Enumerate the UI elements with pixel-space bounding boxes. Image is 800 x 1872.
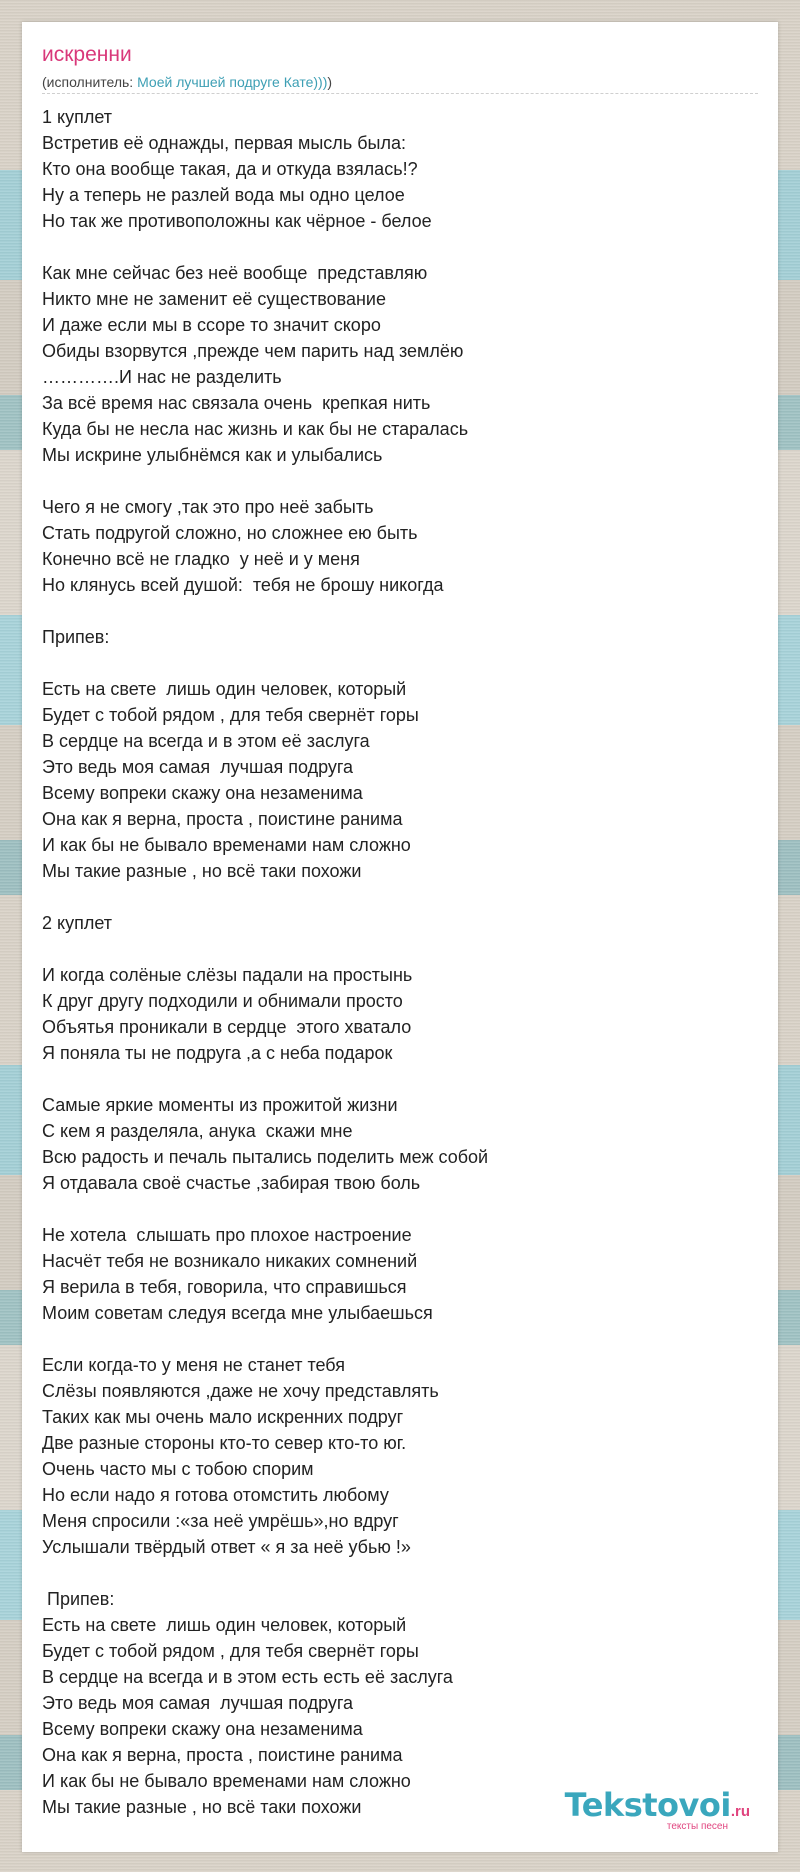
lyric-line: Всему вопреки скажу она незаменима	[42, 783, 363, 803]
lyric-line: Очень часто мы с тобою спорим	[42, 1459, 314, 1479]
lyric-line: Но клянусь всей душой: тебя не брошу никогда	[42, 575, 444, 595]
artist-line	[42, 73, 682, 91]
lyric-line: Ну а теперь не разлей вода мы одно целое	[42, 185, 405, 205]
lyric-line: Но если надо я готова отомстить любому	[42, 1485, 389, 1505]
lyric-line: Всю радость и печаль пытались поделить меж собой	[42, 1147, 489, 1167]
lyric-line	[42, 234, 758, 260]
lyric-line: Слёзы появляются ,даже не хочу представлять	[42, 1381, 439, 1401]
lyric-line: Я верила в тебя, говорила, что справишься	[42, 1277, 407, 1297]
lyric-line: Никто мне не заменит её существование	[42, 289, 386, 309]
lyric-line: Я поняла ты не подруга ,а с неба подарок	[42, 1043, 393, 1063]
lyric-line	[42, 650, 758, 676]
logo-tld: .ru	[730, 1803, 750, 1820]
lyric-line: В сердце на всегда и в этом есть есть её заслуга	[42, 1667, 453, 1687]
lyric-line: Две разные стороны кто-то север кто-то юг.	[42, 1433, 407, 1453]
lyric-line: Стать подругой сложно, но сложнее ею быть	[42, 523, 418, 543]
lyric-line: И как бы не бывало временами нам сложно	[42, 1771, 411, 1791]
lyric-line	[42, 1196, 758, 1222]
lyric-line: Это ведь моя самая лучшая подруга	[42, 757, 354, 777]
lyric-line: Встретив её однажды, первая мысль была:	[42, 133, 406, 153]
lyric-line: Таких как мы очень мало искренних подруг	[42, 1407, 404, 1427]
lyric-line	[42, 936, 758, 962]
lyric-line: Кто она вообще такая, да и откуда взялась!?	[42, 159, 418, 179]
lyric-line: Меня спросили :«за неё умрёшь»,но вдруг	[42, 1511, 399, 1531]
header-divider	[42, 93, 758, 94]
lyric-line: За всё время нас связала очень крепкая нить	[42, 393, 431, 413]
lyric-line: И даже если мы в ссоре то значит скоро	[42, 315, 381, 335]
lyric-line	[42, 1560, 758, 1586]
lyric-line: Есть на свете лишь один человек, который	[42, 1615, 407, 1635]
lyric-line: Мы такие разные , но всё таки похожи	[42, 861, 362, 881]
logo-tagline: тексты песен	[666, 1821, 728, 1832]
artist-link[interactable]: Моей лучшей подруге Кате)))	[137, 74, 328, 90]
lyric-line	[42, 598, 758, 624]
lyric-line: Как мне сейчас без неё вообще представляю	[42, 263, 428, 283]
lyric-line: Мы такие разные , но всё таки похожи	[42, 1797, 362, 1817]
lyric-line: Будет с тобой рядом , для тебя свернёт горы	[42, 705, 419, 725]
site-logo[interactable]	[564, 1786, 750, 1832]
lyric-line: С кем я разделяла, анука скажи мне	[42, 1121, 353, 1141]
lyric-line: Не хотела слышать про плохое настроение	[42, 1225, 412, 1245]
lyric-line: Припев:	[42, 627, 110, 647]
lyric-line: Моим советам следуя всегда мне улыбаешься	[42, 1303, 433, 1323]
lyric-line: Куда бы не несла нас жизнь и как бы не старалась	[42, 419, 469, 439]
lyric-line: Она как я верна, проста , поистине ранима	[42, 1745, 403, 1765]
lyric-line	[42, 1066, 758, 1092]
lyric-line: Насчёт тебя не возникало никаких сомнений	[42, 1251, 418, 1271]
lyric-line: Самые яркие моменты из прожитой жизни	[42, 1095, 398, 1115]
lyric-line	[42, 884, 758, 910]
lyric-line	[42, 468, 758, 494]
lyric-line	[42, 1326, 758, 1352]
lyric-line: Я отдавала своё счастье ,забирая твою боль	[42, 1173, 421, 1193]
lyric-line: И как бы не бывало временами нам сложно	[42, 835, 411, 855]
lyric-line: Мы искрине улыбнёмся как и улыбались	[42, 445, 383, 465]
lyric-line: Услышали твёрдый ответ « я за неё убью !»	[42, 1537, 411, 1557]
logo-name: Tekstovoi	[564, 1786, 731, 1824]
lyric-line: 1 куплет	[42, 107, 112, 127]
lyric-line: И когда солёные слёзы падали на простынь	[42, 965, 413, 985]
lyric-line: Конечно всё не гладко у неё и у меня	[42, 549, 360, 569]
artist-suffix: )	[327, 74, 333, 90]
lyrics-card	[22, 22, 778, 1852]
lyric-line: Но так же противоположны как чёрное - белое	[42, 211, 432, 231]
lyric-line: Чего я не смогу ,так это про неё забыть	[42, 497, 374, 517]
lyric-line: Припев:	[42, 1589, 115, 1609]
lyric-line: 2 куплет	[42, 913, 112, 933]
lyric-line: Это ведь моя самая лучшая подруга	[42, 1693, 354, 1713]
lyric-line: Она как я верна, проста , поистине ранима	[42, 809, 403, 829]
lyric-line: В сердце на всегда и в этом её заслуга	[42, 731, 370, 751]
artist-prefix: (исполнитель:	[42, 74, 138, 90]
lyric-line: К друг другу подходили и обнимали просто	[42, 991, 403, 1011]
song-title: искренни	[42, 43, 132, 66]
lyric-line: Объятья проникали в сердце этого хватало	[42, 1017, 412, 1037]
lyric-line: Если когда-то у меня не станет тебя	[42, 1355, 345, 1375]
lyric-line: ………….И нас не разделить	[42, 367, 282, 387]
lyric-line: Обиды взорвутся ,прежде чем парить над землёю	[42, 341, 464, 361]
lyric-line: Всему вопреки скажу она незаменима	[42, 1719, 363, 1739]
lyrics-text	[42, 104, 758, 1820]
lyric-line: Есть на свете лишь один человек, который	[42, 679, 407, 699]
lyric-line: Будет с тобой рядом , для тебя свернёт горы	[42, 1641, 419, 1661]
